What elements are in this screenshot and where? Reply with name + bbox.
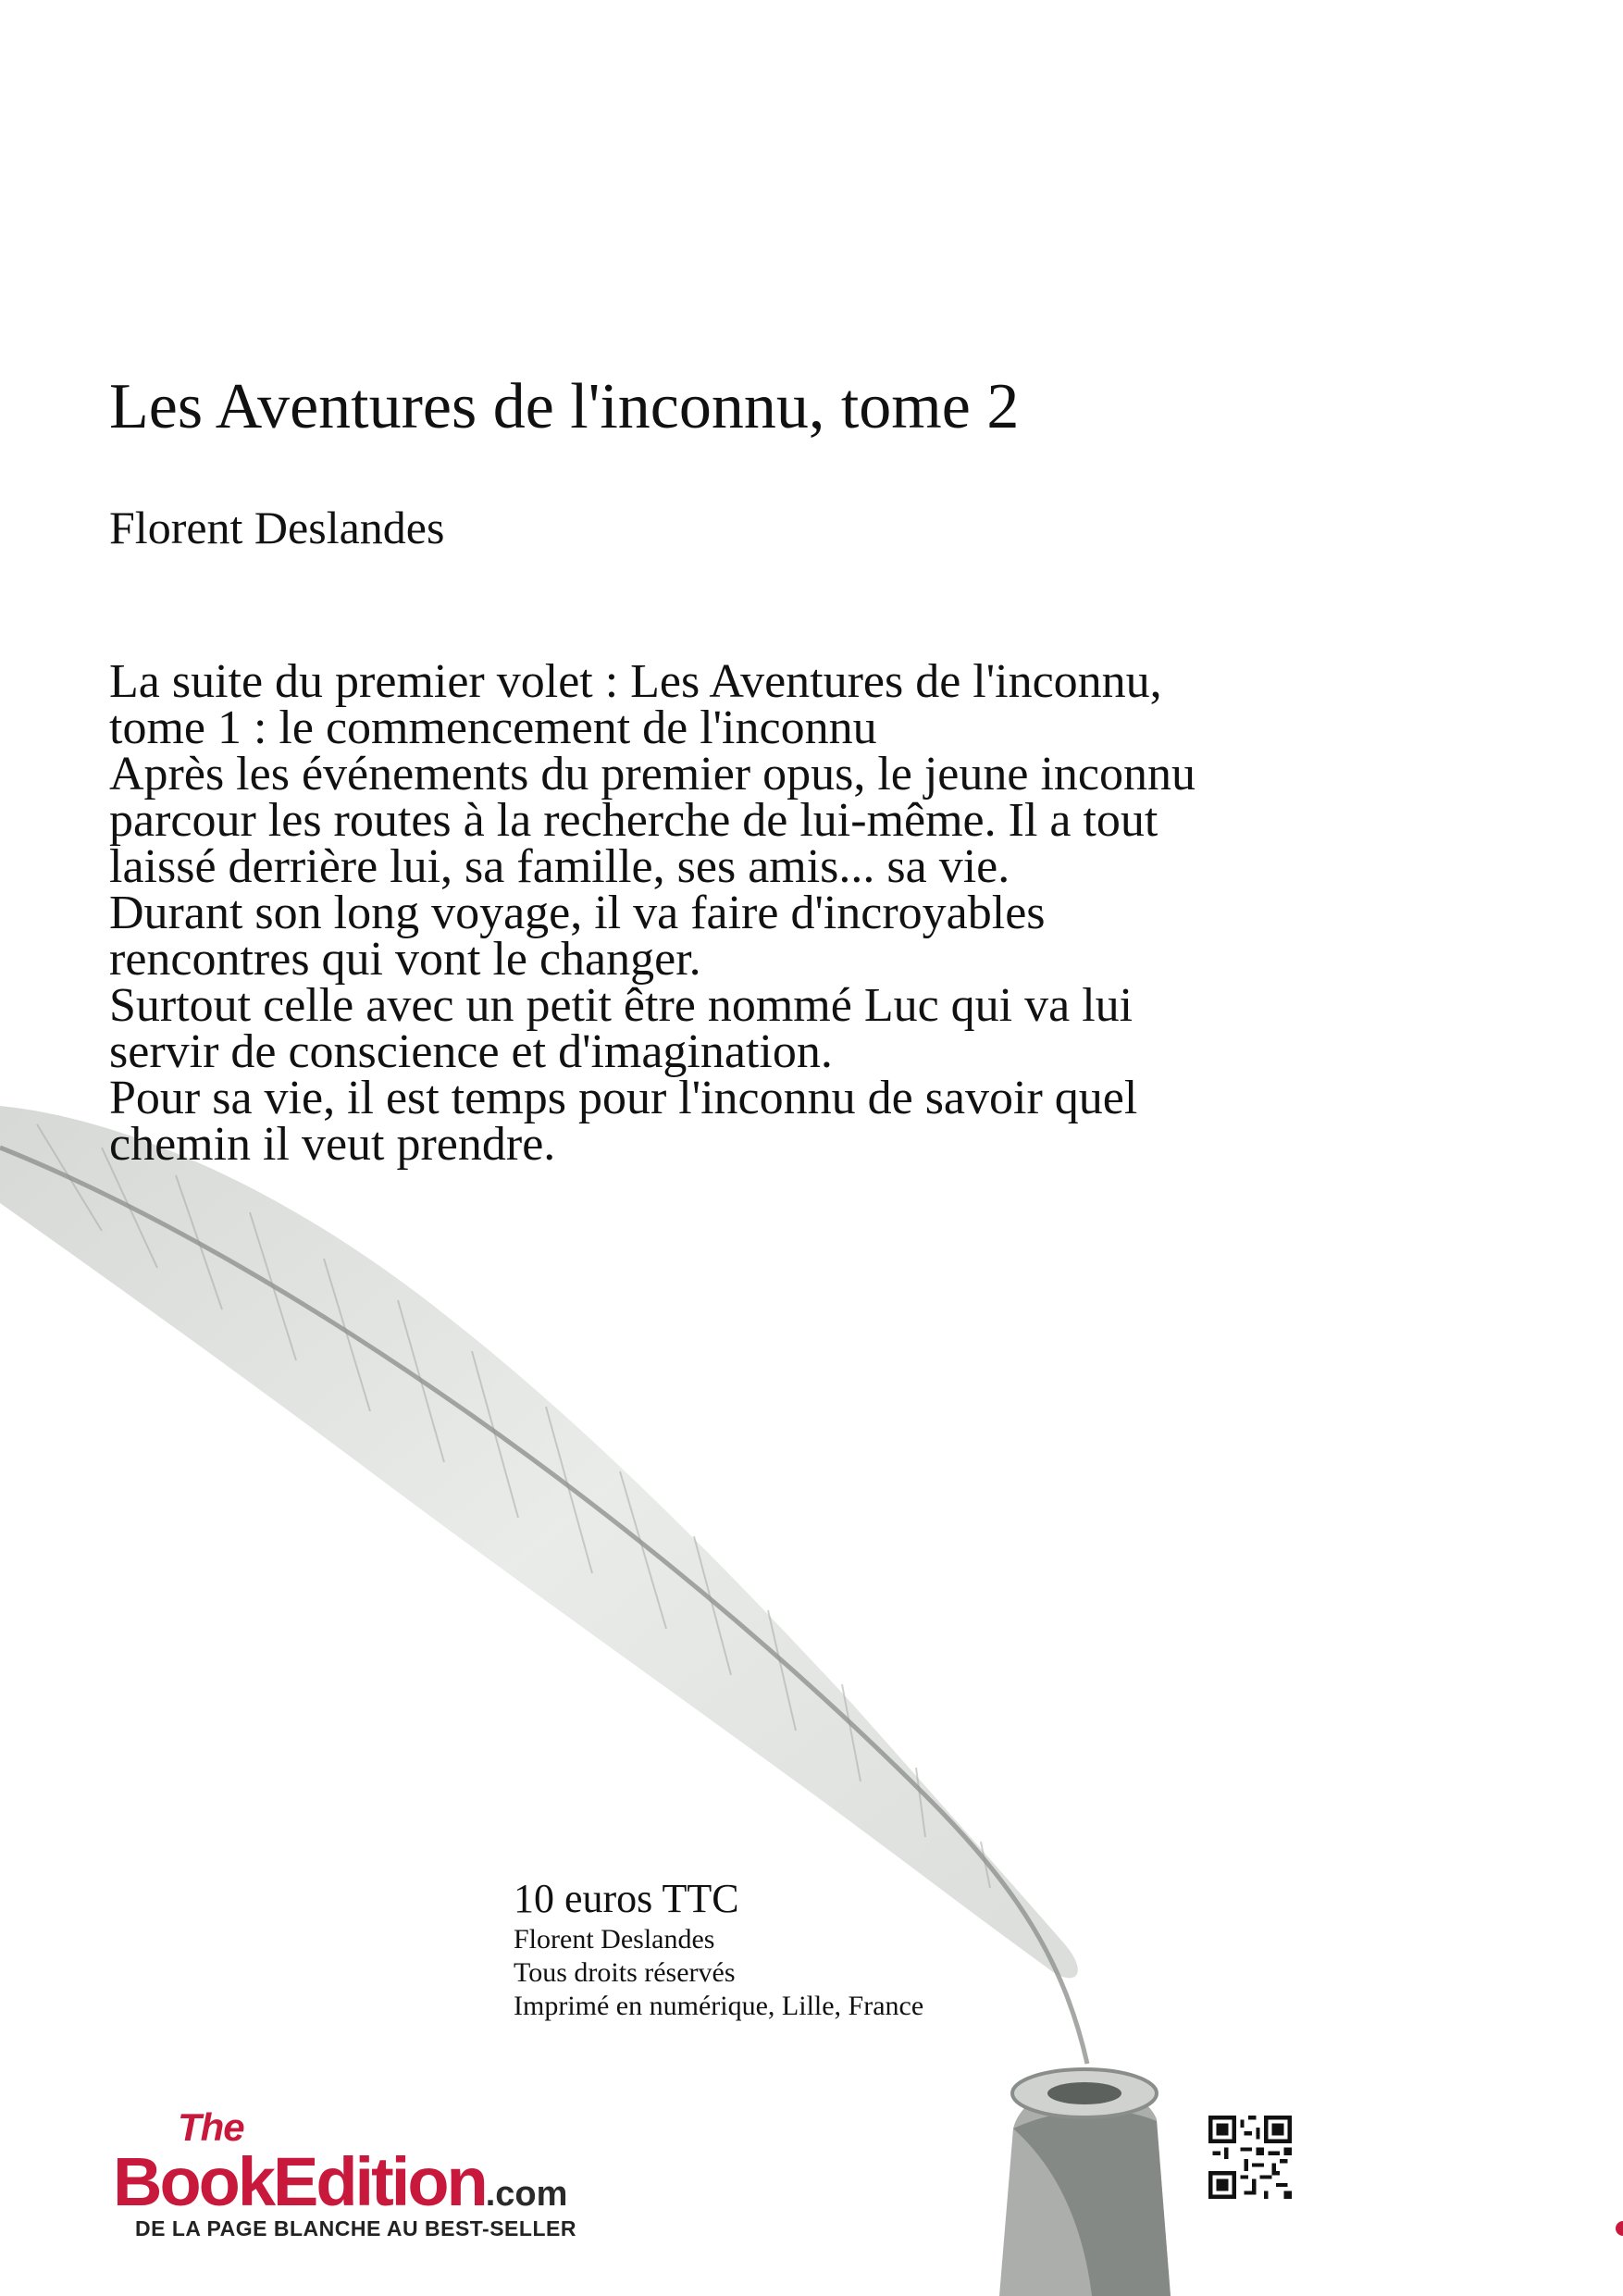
colophon-author: Florent Deslandes [514, 1924, 715, 1955]
blurb-paragraph: Après les événements du premier opus, le jeune inconnu parcour les routes à la recherche de lui-même. Il a tout laissé derrière lui, sa famille, ses amis... sa vie. [109, 748, 1196, 893]
blurb-paragraph: Durant son long voyage, il va faire d'incroyables rencontres qui vont le changer. [109, 887, 1046, 986]
book-title: Les Aventures de l'inconnu, tome 2 [109, 371, 1020, 442]
logo-name: BookEdition [113, 2143, 486, 2220]
book-author: Florent Deslandes [109, 502, 445, 553]
publisher-tagline: DE LA PAGE BLANCHE AU BEST-SELLER [135, 2216, 576, 2240]
logo-tld: .com [485, 2175, 568, 2214]
print-notice: Imprimé en numérique, Lille, France [514, 1991, 924, 2021]
blurb-paragraph: Surtout celle avec un petit être nommé Luc qui va lui servir de conscience et d'imagination. [109, 979, 1134, 1078]
book-blurb [109, 655, 1247, 1171]
blurb-paragraph: La suite du premier volet : Les Aventures de l'inconnu, tome 1 : le commencement de l'inconnu [109, 655, 1162, 754]
logo-the: The [178, 2105, 244, 2149]
inkwell-illustration [999, 2069, 1171, 2296]
rights-notice: Tous droits réservés [514, 1957, 736, 1988]
logo-wordmark [113, 2142, 567, 2221]
colophon [514, 1876, 924, 2023]
qr-code-icon [1208, 2116, 1292, 2199]
blurb-paragraph: Pour sa vie, il est temps pour l'inconnu de savoir quel chemin il veut prendre. [109, 1072, 1138, 1171]
price: 10 euros TTC [514, 1876, 739, 1921]
